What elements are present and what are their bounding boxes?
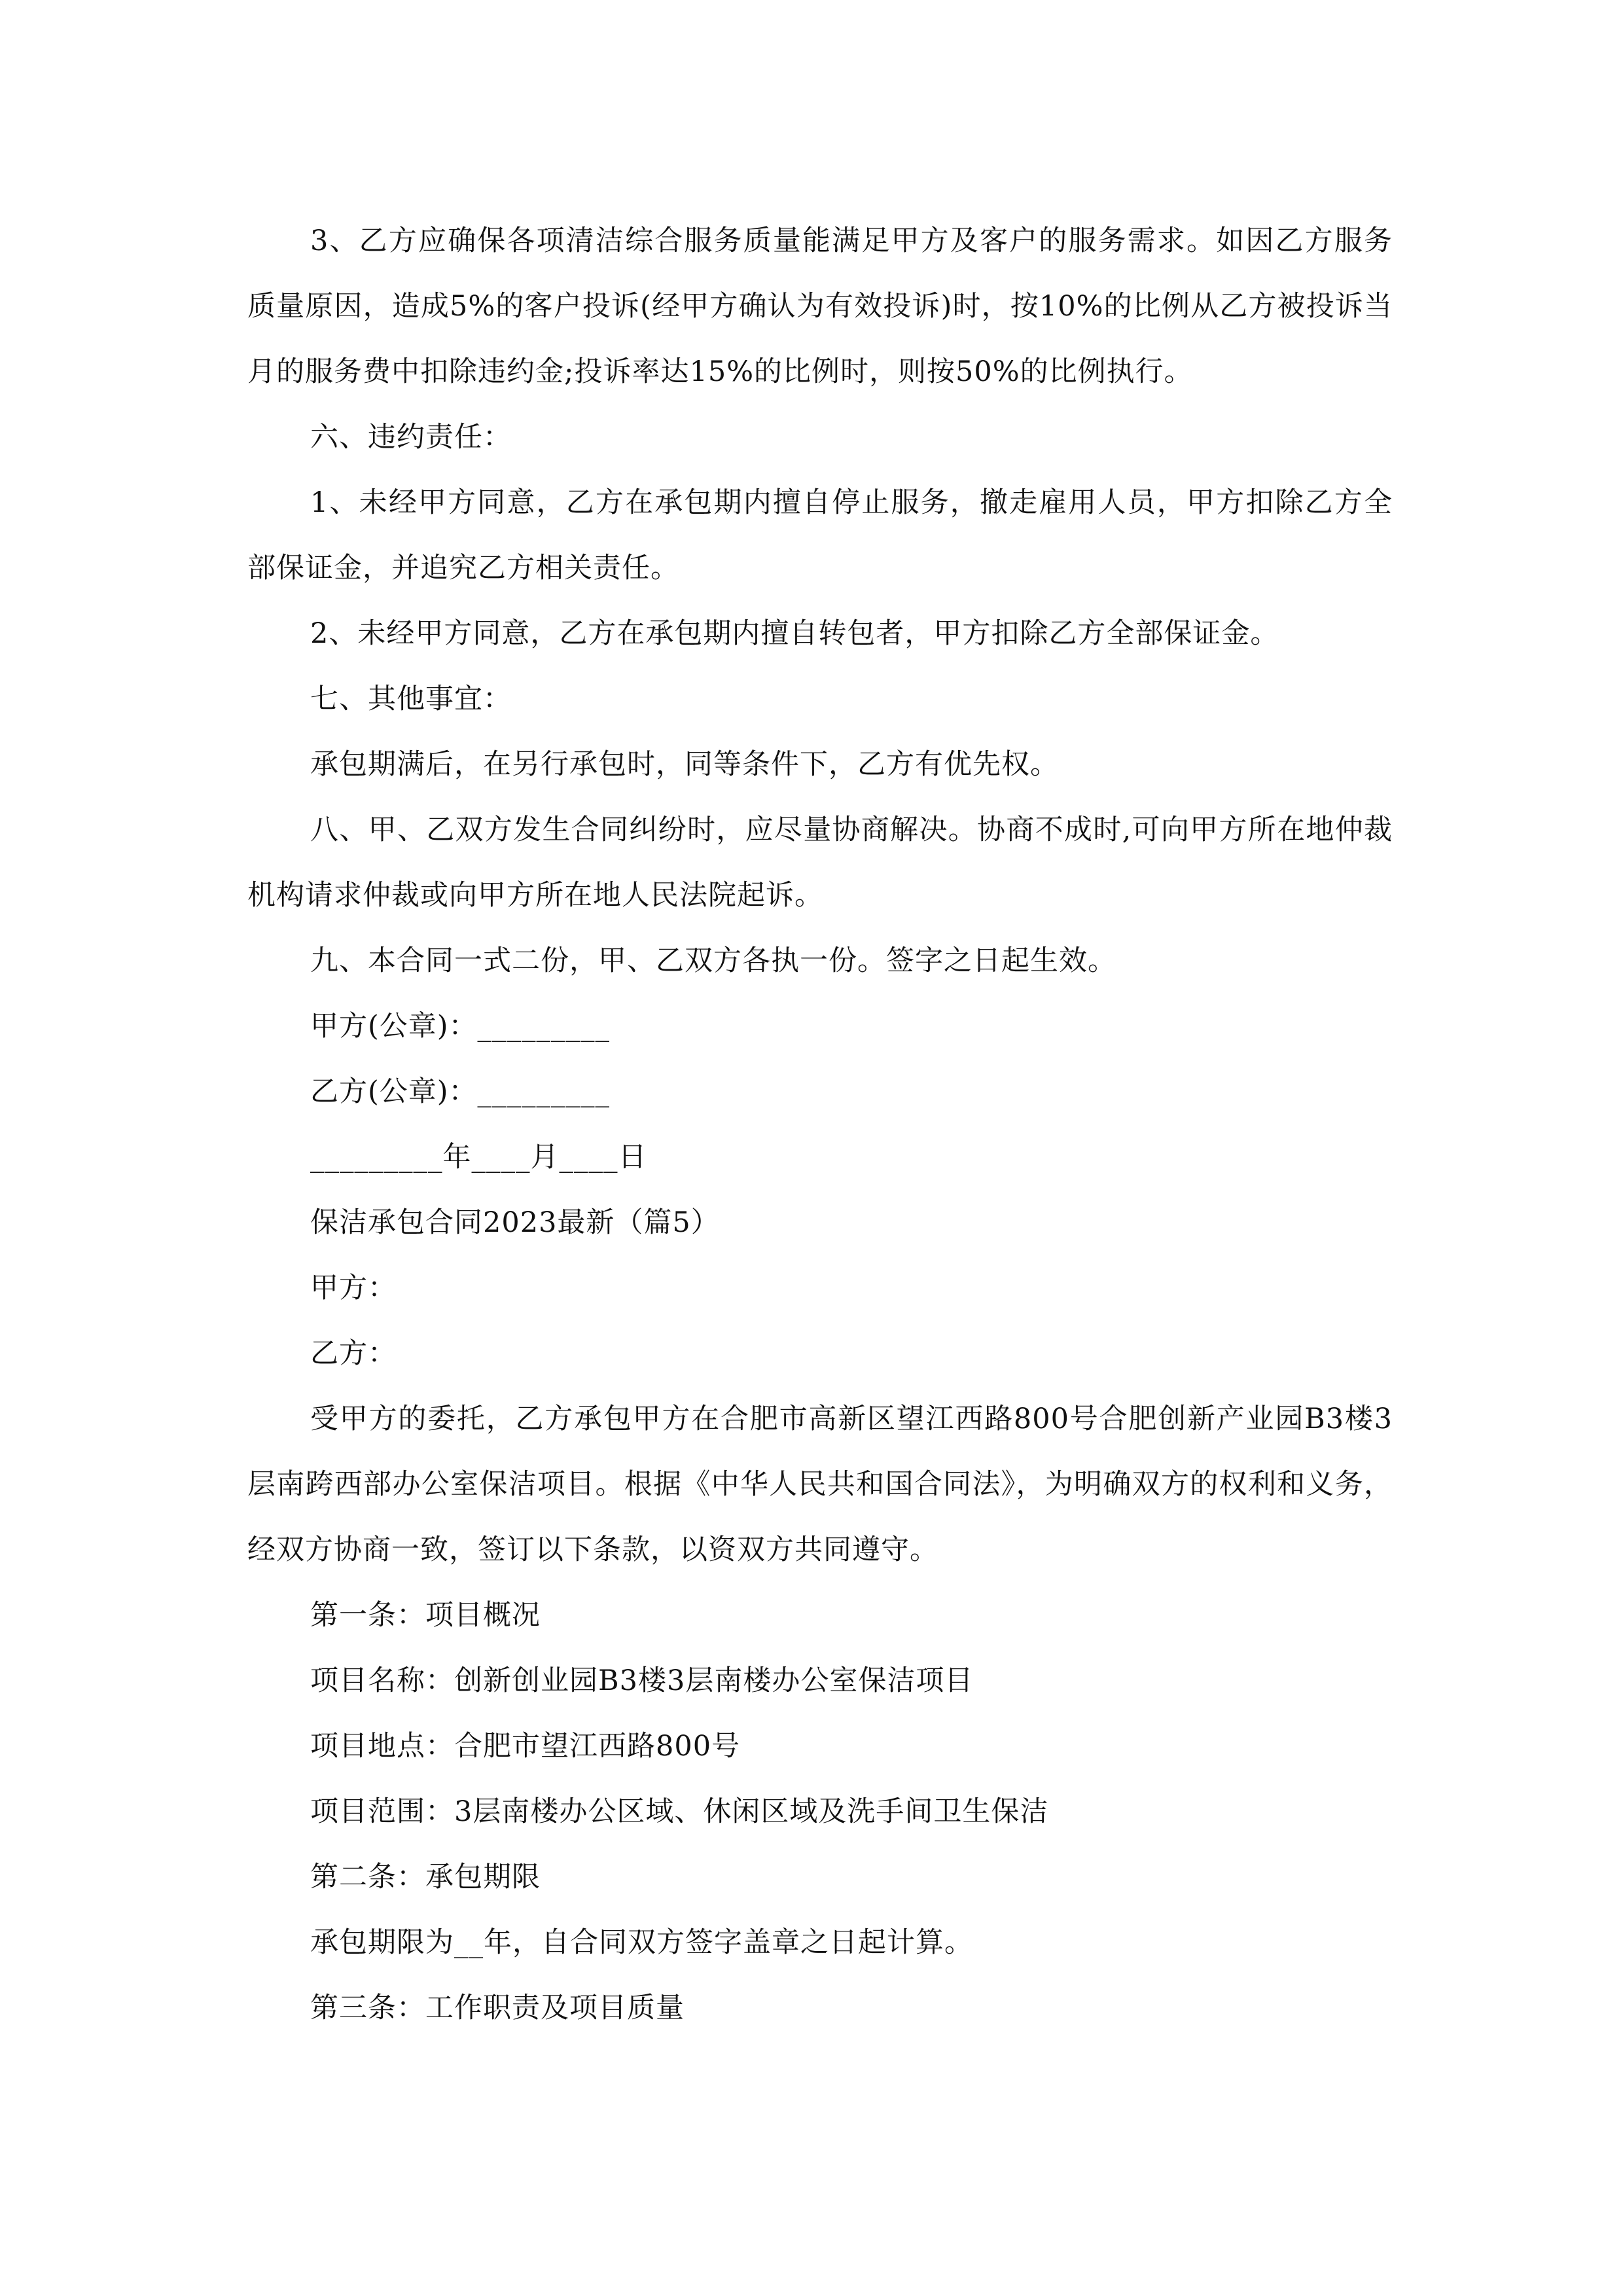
party-b-seal: 乙方(公章)：_________ [310,1075,611,1108]
project-scope: 项目范围：3层南楼办公区域、休闲区域及洗手间卫生保洁 [310,1795,1049,1828]
breach-clause-1: 1、未经甲方同意，乙方在承包期内擅自停止服务，撤走雇用人员，甲方扣除乙方全部保证金，并追究乙方相关责任。 [247,486,1393,584]
breach-clause-2: 2、未经甲方同意，乙方在承包期内擅自转包者，甲方扣除乙方全部保证金。 [310,617,1279,650]
preamble: 受甲方的委托，乙方承包甲方在合肥市高新区望江西路800号合肥创新产业园B3楼3层南跨西部办公室保洁项目。根据《中华人民共和国合同法》，为明确双方的权利和义务，经双方协商一致，签订以下条款，以资双方共同遵守。 [247,1403,1393,1566]
section-6-heading: 六、违约责任： [310,421,512,454]
party-b-label: 乙方： [310,1337,397,1370]
section-8-dispute: 八、甲、乙双方发生合同纠纷时，应尽量协商解决。协商不成时,可向甲方所在地仲裁机构请求仲裁或向甲方所在地人民法院起诉。 [247,814,1393,912]
signing-date: _________年____月____日 [310,1141,647,1174]
article-3-heading: 第三条：工作职责及项目质量 [310,1992,685,2024]
article-2-heading: 第二条：承包期限 [310,1861,541,1893]
section-9-copies: 九、本合同一式二份，甲、乙双方各执一份。签字之日起生效。 [310,944,1116,977]
contract-term: 承包期限为__年，自合同双方签字盖章之日起计算。 [310,1926,973,1959]
project-location: 项目地点：合肥市望江西路800号 [310,1730,741,1763]
party-a-seal: 甲方(公章)：_________ [310,1010,611,1043]
priority-clause: 承包期满后，在另行承包时，同等条件下，乙方有优先权。 [310,748,1059,781]
document-page [247,208,1393,2041]
section-7-heading: 七、其他事宜： [310,683,512,715]
article-1-heading: 第一条：项目概况 [310,1599,541,1632]
project-name: 项目名称：创新创业园B3楼3层南楼办公室保洁项目 [310,1664,974,1697]
clause-3-service-quality: 3、乙方应确保各项清洁综合服务质量能满足甲方及客户的服务需求。如因乙方服务质量原因，造成5%的客户投诉(经甲方确认为有效投诉)时，按10%的比例从乙方被投诉当月的服务费中扣除违约金;投诉率达15%的比例时，则按50%的比例执行。 [247,224,1393,388]
party-a-label: 甲方： [310,1272,397,1304]
contract-title: 保洁承包合同2023最新（篇5） [310,1206,720,1239]
